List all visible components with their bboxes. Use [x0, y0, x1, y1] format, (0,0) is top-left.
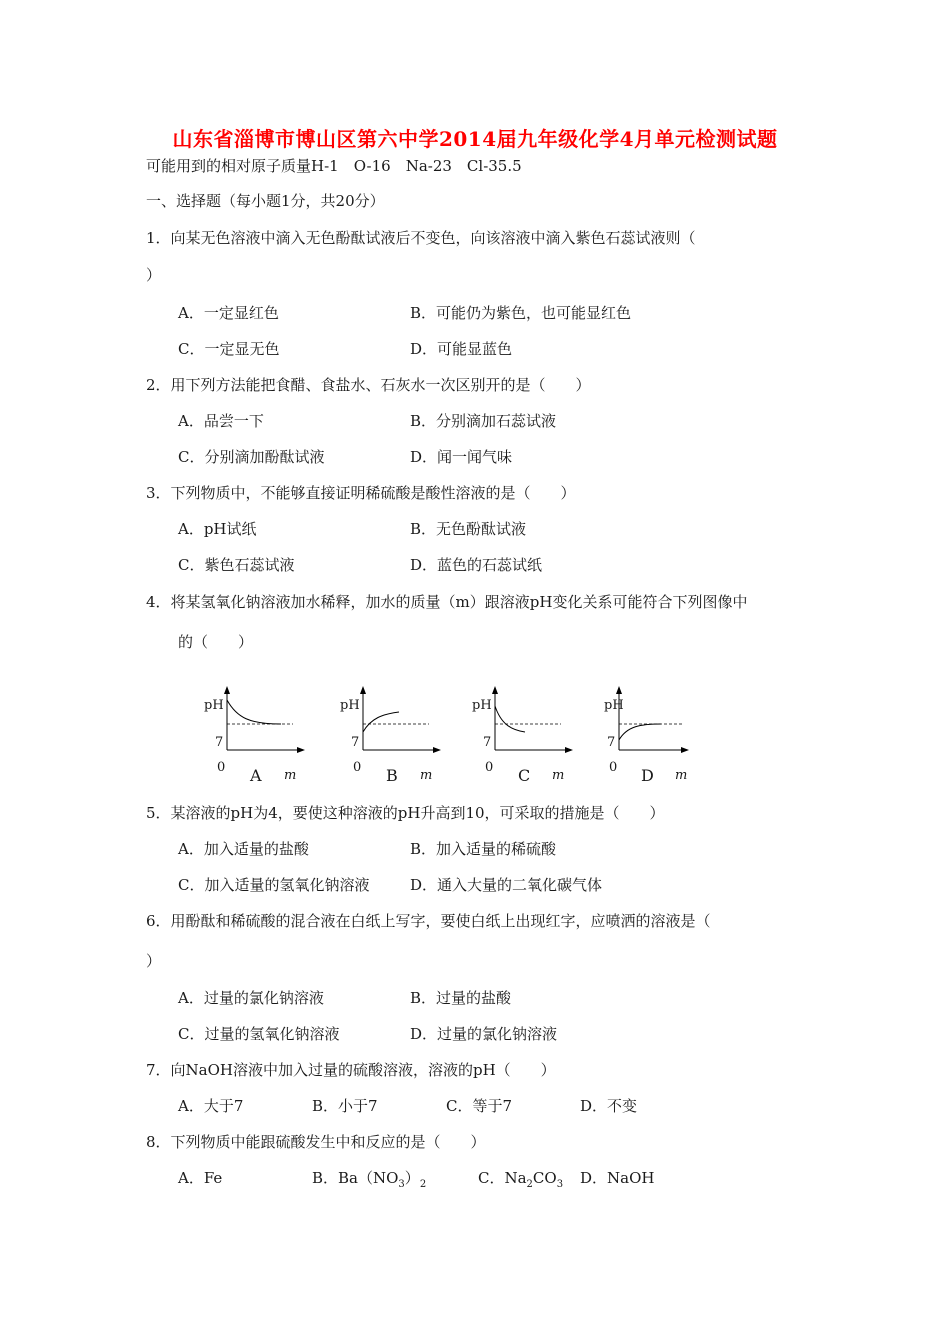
ph-graphs [195, 684, 715, 794]
q8-option-c-sub2: 3 [556, 1179, 564, 1190]
q6-stem: 6．用酚酞和稀硫酸的混合液在白纸上写字，要使白纸上出现红字，应喷洒的溶液是（ [146, 912, 711, 930]
graph-b-y-label: pH [340, 698, 360, 713]
q1-option-d: D．可能显蓝色 [410, 340, 513, 358]
q8-option-d: D．NaOH [580, 1169, 655, 1187]
graph-d-x-label: m [675, 768, 688, 783]
graph-a-y-label: pH [204, 698, 224, 713]
q7-option-d: D．不变 [580, 1097, 638, 1115]
q3-option-a: A．pH试纸 [178, 520, 257, 538]
graph-d [595, 684, 715, 794]
q8-option-c [478, 1167, 563, 1190]
graph-c-x-label: m [552, 768, 565, 783]
graph-a-seven: 7 [215, 735, 224, 750]
graph-d-zero: 0 [609, 760, 618, 775]
q6-option-a: A．过量的氯化钠溶液 [178, 989, 324, 1007]
graph-b [331, 684, 451, 794]
q7-option-b: B．小于7 [312, 1097, 378, 1115]
q3-stem: 3．下列物质中，不能够直接证明稀硫酸是酸性溶液的是（ ） [146, 484, 576, 502]
atomic-masses: 可能用到的相对原子质量H-1 O-16 Na-23 Cl-35.5 [146, 157, 522, 175]
graph-d-letter: D [641, 766, 654, 785]
q7-option-c: C．等于7 [446, 1097, 513, 1115]
graph-c [463, 684, 583, 794]
q5-option-d: D．通入大量的二氧化碳气体 [410, 876, 603, 894]
q2-option-b: B．分别滴加石蕊试液 [410, 412, 557, 430]
q8-option-c-mid: CO [532, 1169, 557, 1187]
q6-option-c: C．过量的氢氧化钠溶液 [178, 1025, 340, 1043]
graph-b-zero: 0 [353, 760, 362, 775]
q8-option-c-sub1: 2 [526, 1179, 533, 1190]
q5-option-c: C．加入适量的氢氧化钠溶液 [178, 876, 370, 894]
q5-option-b: B．加入适量的稀硫酸 [410, 840, 557, 858]
graph-d-y-label: pH [604, 698, 624, 713]
q8-option-b-sub1: 3 [398, 1179, 405, 1190]
graph-c-seven: 7 [483, 735, 492, 750]
graph-c-zero: 0 [485, 760, 494, 775]
q8-option-c-pre: C．Na [478, 1169, 527, 1187]
graph-a-x-label: m [284, 768, 297, 783]
page-title: 山东省淄博市博山区第六中学2014届九年级化学4月单元检测试题 [172, 127, 778, 151]
graph-c-y-label: pH [472, 698, 492, 713]
q5-stem: 5．某溶液的pH为4，要使这种溶液的pH升高到10，可采取的措施是（ ） [146, 804, 665, 822]
graph-c-letter: C [518, 766, 531, 785]
q3-option-c: C．紫色石蕊试液 [178, 556, 295, 574]
q2-option-d: D．闻一闻气味 [410, 448, 513, 466]
q4-stem: 4．将某氢氧化钠溶液加水稀释，加水的质量（m）跟溶液pH变化关系可能符合下列图像中 [146, 593, 748, 611]
q6-option-d: D．过量的氯化钠溶液 [410, 1025, 558, 1043]
q7-stem: 7．向NaOH溶液中加入过量的硫酸溶液，溶液的pH（ ） [146, 1061, 556, 1079]
q8-option-b-mid: ） [404, 1169, 420, 1187]
q1-stem-cont: ） [146, 266, 162, 284]
graph-a [195, 684, 315, 794]
q1-option-a: A．一定显红色 [178, 304, 279, 322]
q1-option-b: B．可能仍为紫色，也可能显红色 [410, 304, 632, 322]
q1-option-c: C．一定显无色 [178, 340, 280, 358]
q6-option-b: B．过量的盐酸 [410, 989, 512, 1007]
q2-option-a: A．品尝一下 [178, 412, 264, 430]
q3-option-d: D．蓝色的石蕊试纸 [410, 556, 543, 574]
graph-b-x-label: m [420, 768, 433, 783]
q4-stem-cont: 的（ ） [178, 633, 254, 651]
q3-option-b: B．无色酚酞试液 [410, 520, 527, 538]
q8-stem: 8．下列物质中能跟硫酸发生中和反应的是（ ） [146, 1133, 486, 1151]
graph-b-seven: 7 [351, 735, 360, 750]
q2-option-c: C．分别滴加酚酞试液 [178, 448, 325, 466]
q2-stem: 2．用下列方法能把食醋、食盐水、石灰水一次区别开的是（ ） [146, 376, 591, 394]
graph-a-zero: 0 [217, 760, 226, 775]
graph-a-letter: A [250, 766, 262, 785]
q8-option-a: A．Fe [178, 1169, 223, 1187]
q7-option-a: A．大于7 [178, 1097, 244, 1115]
section-heading: 一、选择题（每小题1分，共20分） [146, 192, 385, 210]
q8-option-b-sub2: 2 [419, 1179, 427, 1190]
q6-stem-cont: ） [146, 952, 162, 970]
graph-d-seven: 7 [607, 735, 616, 750]
q8-option-b-pre: B．Ba（NO [312, 1169, 399, 1187]
q5-option-a: A．加入适量的盐酸 [178, 840, 309, 858]
q8-option-b [312, 1167, 426, 1190]
graph-b-letter: B [386, 766, 398, 785]
q1-stem: 1．向某无色溶液中滴入无色酚酞试液后不变色，向该溶液中滴入紫色石蕊试液则（ [146, 229, 696, 247]
